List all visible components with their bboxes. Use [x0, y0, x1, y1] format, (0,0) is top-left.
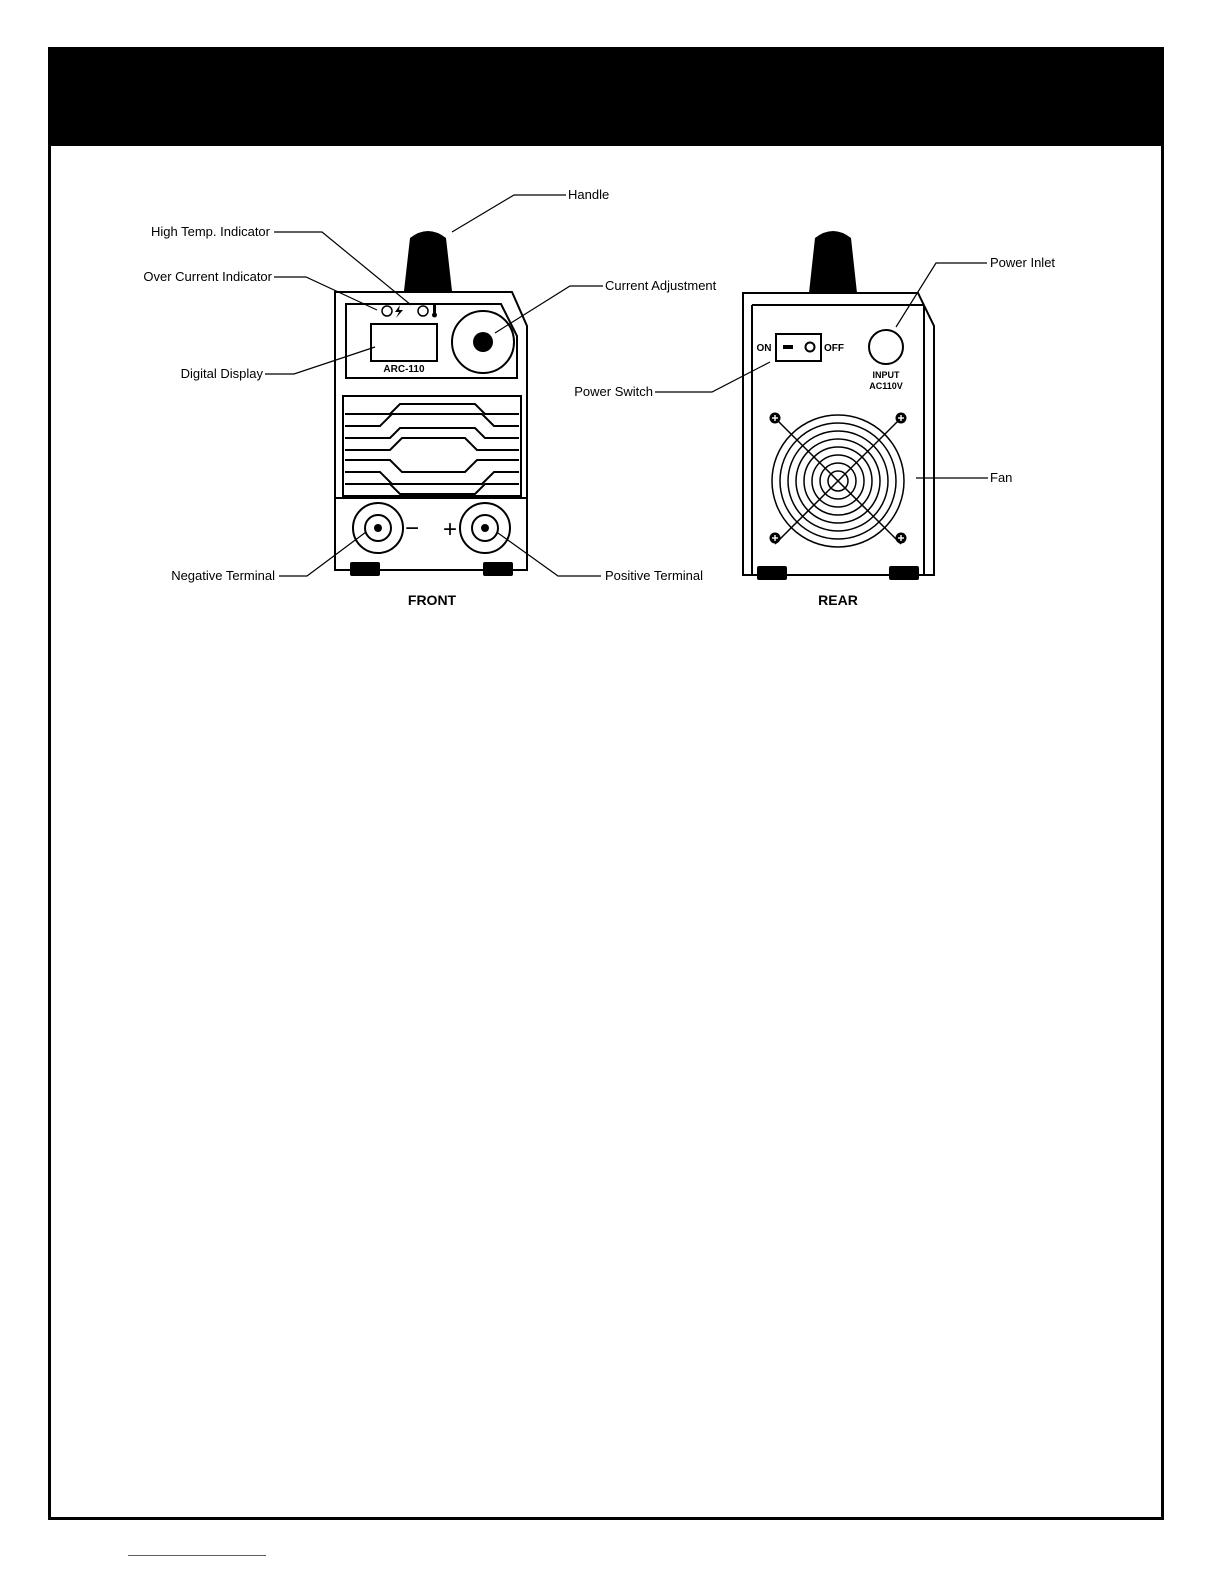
minus-sign: − — [404, 515, 420, 542]
negative-terminal-socket — [353, 503, 403, 553]
model-label: ARC-110 — [383, 364, 425, 375]
plus-sign: + — [442, 516, 458, 543]
input-label: INPUT — [872, 370, 900, 380]
rear-foot-right — [889, 566, 919, 580]
voltage-label: AC110V — [869, 381, 903, 391]
rear-caption: REAR — [818, 592, 858, 608]
label-negative-terminal: Negative Terminal — [171, 568, 275, 583]
rear-handle — [809, 231, 857, 293]
label-power-switch: Power Switch — [574, 384, 653, 399]
switch-on-mark — [783, 345, 793, 349]
over-current-led — [382, 306, 392, 316]
label-power-inlet: Power Inlet — [990, 255, 1056, 270]
label-over-current-indicator: Over Current Indicator — [143, 269, 272, 284]
label-high-temp-indicator: High Temp. Indicator — [151, 224, 270, 239]
switch-off-label: OFF — [824, 343, 844, 354]
rear-view — [743, 231, 934, 608]
label-handle: Handle — [568, 187, 610, 202]
switch-off-mark — [806, 343, 815, 352]
front-foot-right — [483, 562, 513, 576]
front-view — [335, 231, 527, 608]
switch-on-label: ON — [756, 343, 772, 354]
front-handle — [404, 231, 452, 291]
rear-body — [743, 293, 934, 575]
label-positive-terminal: Positive Terminal — [605, 568, 704, 583]
label-current-adjustment: Current Adjustment — [605, 278, 717, 293]
power-inlet-socket — [869, 330, 903, 364]
digital-display-screen — [371, 324, 437, 361]
positive-terminal-socket — [460, 503, 510, 553]
current-knob-center — [473, 332, 493, 352]
rear-foot-left — [757, 566, 787, 580]
footer-link-underline[interactable] — [128, 1555, 266, 1556]
label-digital-display: Digital Display — [180, 366, 263, 381]
front-foot-left — [350, 562, 380, 576]
label-fan: Fan — [990, 470, 1013, 485]
front-caption: FRONT — [407, 592, 457, 608]
high-temp-led — [418, 306, 428, 316]
front-vent-panel — [343, 396, 521, 496]
